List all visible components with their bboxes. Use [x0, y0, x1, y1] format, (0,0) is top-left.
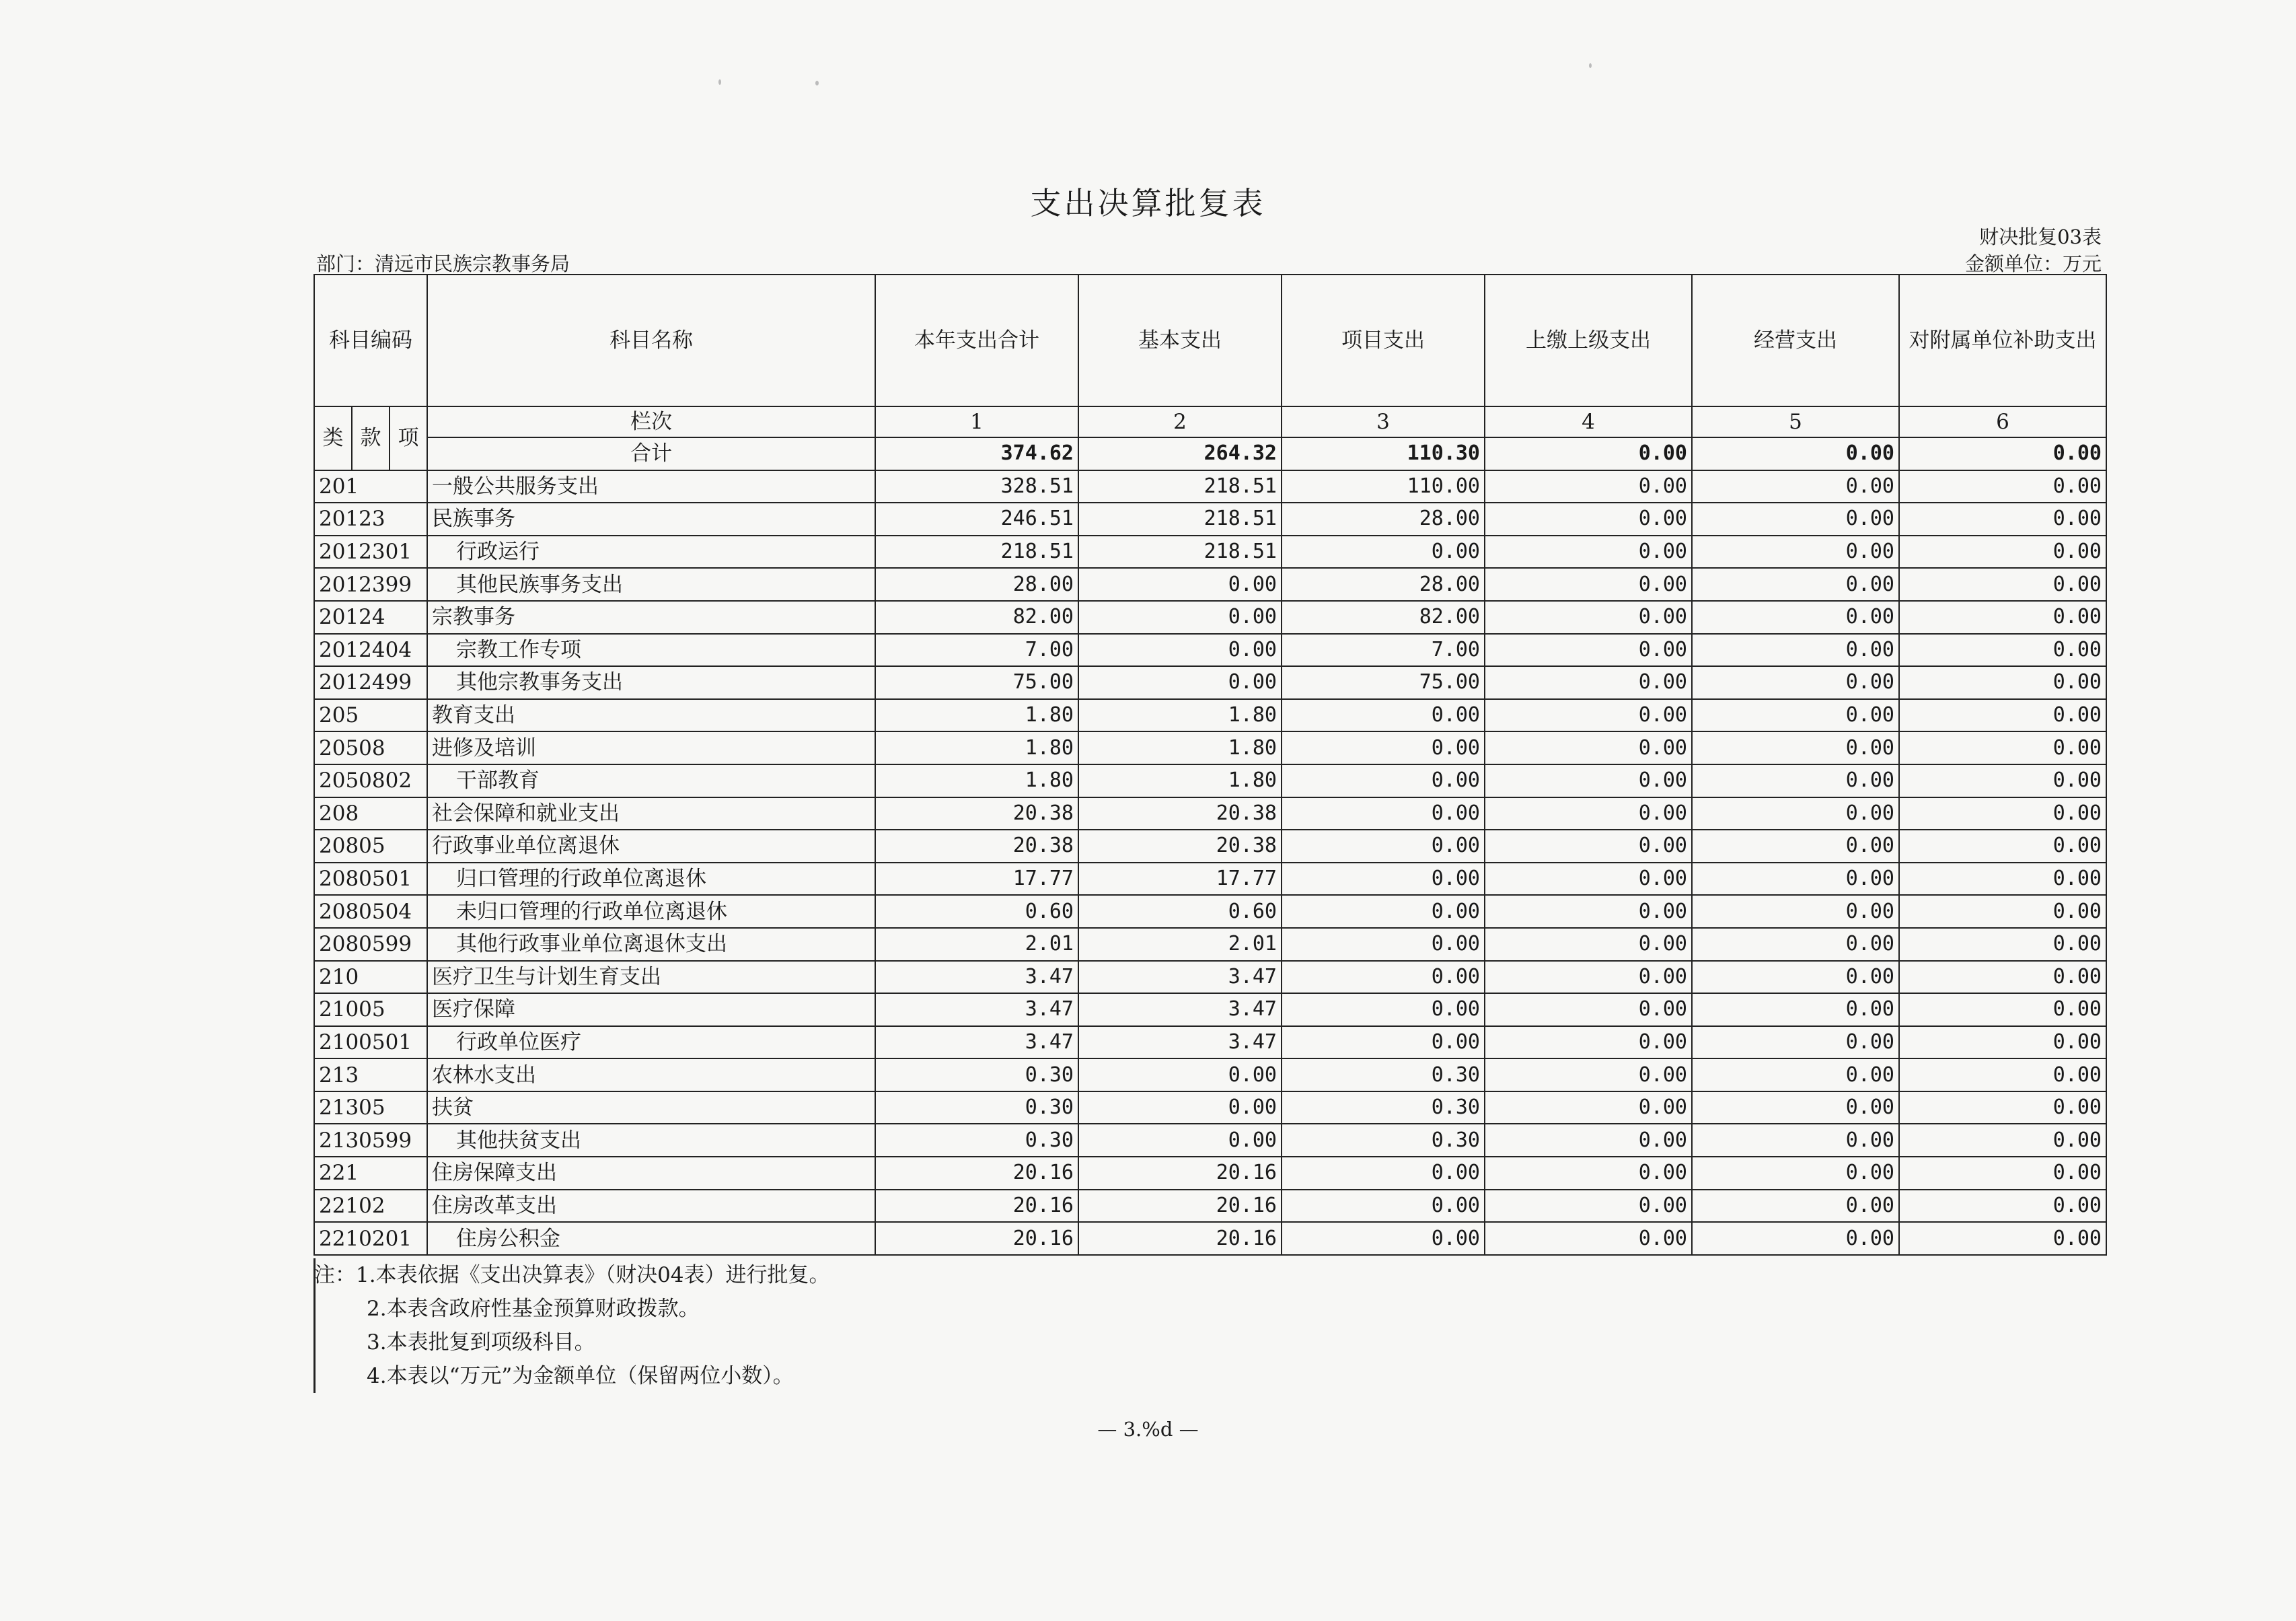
row-value: 0.00: [1282, 699, 1485, 732]
row-value: 0.00: [1485, 666, 1692, 699]
col-number: 6: [1899, 406, 2106, 437]
row-value: 1.80: [875, 699, 1078, 732]
row-value: 3.47: [1078, 1026, 1282, 1059]
row-value: 0.00: [1692, 961, 1899, 994]
row-name: 住房公积金: [427, 1222, 875, 1255]
scan-speck: [815, 81, 819, 85]
table-row: [314, 536, 2106, 569]
total-value: 264.32: [1078, 437, 1282, 470]
row-code: 20124: [314, 601, 427, 634]
row-value: 0.00: [1899, 1026, 2106, 1059]
row-value: 0.00: [1485, 1058, 1692, 1091]
row-code: 213: [314, 1058, 427, 1091]
row-name: 行政事业单位离退休: [427, 830, 875, 863]
row-value: 3.47: [875, 961, 1078, 994]
row-value: 2.01: [1078, 928, 1282, 961]
row-value: 0.00: [1282, 1157, 1485, 1190]
row-code: 2012499: [314, 666, 427, 699]
table-body: [314, 470, 2106, 1255]
row-code: 205: [314, 699, 427, 732]
row-value: 0.00: [1899, 993, 2106, 1026]
row-name: 未归口管理的行政单位离退休: [427, 895, 875, 928]
row-value: 0.00: [1485, 601, 1692, 634]
row-value: 0.30: [875, 1058, 1078, 1091]
row-value: 0.00: [1899, 601, 2106, 634]
row-value: 17.77: [875, 863, 1078, 896]
row-name: 医疗保障: [427, 993, 875, 1026]
row-value: 17.77: [1078, 863, 1282, 896]
row-value: 0.00: [1485, 993, 1692, 1026]
note-item: 4.本表以“万元”为金额单位（保留两位小数）。: [367, 1364, 794, 1388]
total-value: 110.30: [1282, 437, 1485, 470]
row-name: 其他行政事业单位离退休支出: [427, 928, 875, 961]
row-value: 0.00: [1899, 634, 2106, 667]
row-value: 1.80: [1078, 731, 1282, 764]
row-value: 0.00: [1899, 1190, 2106, 1223]
row-value: 110.00: [1282, 470, 1485, 503]
row-value: 0.00: [1692, 634, 1899, 667]
row-value: 0.00: [1692, 1190, 1899, 1223]
row-code: 20123: [314, 503, 427, 536]
row-value: 1.80: [875, 731, 1078, 764]
row-value: 0.00: [1899, 1124, 2106, 1157]
row-code: 210: [314, 961, 427, 994]
total-label: 合计: [427, 437, 875, 470]
row-value: 0.00: [1078, 666, 1282, 699]
row-value: 3.47: [1078, 993, 1282, 1026]
row-code: 2210201: [314, 1222, 427, 1255]
row-name: 其他宗教事务支出: [427, 666, 875, 699]
row-code: 208: [314, 797, 427, 830]
page-title: 支出决算批复表: [1030, 185, 1266, 221]
row-value: 0.00: [1692, 863, 1899, 896]
col-number: 3: [1282, 406, 1485, 437]
row-name: 其他扶贫支出: [427, 1124, 875, 1157]
row-value: 0.00: [1899, 1091, 2106, 1124]
row-value: 0.00: [1485, 536, 1692, 569]
row-value: 218.51: [1078, 536, 1282, 569]
table-row: [314, 1222, 2106, 1255]
table-row: [314, 1058, 2106, 1091]
row-value: 7.00: [1282, 634, 1485, 667]
row-value: 0.00: [1692, 764, 1899, 797]
form-code: 财决批复03表: [1979, 225, 2102, 248]
row-value: 0.00: [1692, 568, 1899, 601]
table-row: [314, 830, 2106, 863]
row-value: 328.51: [875, 470, 1078, 503]
row-name: 归口管理的行政单位离退休: [427, 863, 875, 896]
table-row: [314, 699, 2106, 732]
table-row: [314, 961, 2106, 994]
row-value: 0.00: [1899, 1058, 2106, 1091]
row-value: 0.00: [1899, 797, 2106, 830]
row-code: 2100501: [314, 1026, 427, 1059]
header-col6: 对附属单位补助支出: [1899, 275, 2106, 406]
row-value: 20.16: [875, 1157, 1078, 1190]
row-value: 20.38: [1078, 830, 1282, 863]
row-value: 0.00: [1899, 1222, 2106, 1255]
row-name: 其他民族事务支出: [427, 568, 875, 601]
row-value: 20.38: [875, 830, 1078, 863]
row-code: 221: [314, 1157, 427, 1190]
table-row: [314, 764, 2106, 797]
row-code: 201: [314, 470, 427, 503]
row-value: 0.00: [1485, 1222, 1692, 1255]
row-value: 0.00: [1692, 666, 1899, 699]
row-value: 20.16: [875, 1190, 1078, 1223]
row-value: 0.00: [1485, 764, 1692, 797]
row-value: 246.51: [875, 503, 1078, 536]
row-code: 21305: [314, 1091, 427, 1124]
row-code: 2012404: [314, 634, 427, 667]
table-row: [314, 797, 2106, 830]
table-row: [314, 993, 2106, 1026]
row-name: 进修及培训: [427, 731, 875, 764]
row-code: 2050802: [314, 764, 427, 797]
amount-unit: 金额单位：万元: [1964, 252, 2102, 275]
row-value: 0.00: [1078, 1091, 1282, 1124]
row-value: 7.00: [875, 634, 1078, 667]
row-value: 0.00: [1899, 961, 2106, 994]
row-value: 20.16: [1078, 1190, 1282, 1223]
row-value: 0.00: [1899, 731, 2106, 764]
table-row: [314, 1157, 2106, 1190]
row-value: 28.00: [1282, 568, 1485, 601]
row-code: 20805: [314, 830, 427, 863]
row-value: 0.00: [1485, 1091, 1692, 1124]
row-value: 0.00: [1899, 895, 2106, 928]
row-value: 0.00: [1485, 1124, 1692, 1157]
row-value: 218.51: [1078, 503, 1282, 536]
notes-section: [313, 1258, 830, 1393]
note-item: 3.本表批复到项级科目。: [367, 1330, 595, 1355]
row-value: 3.47: [1078, 961, 1282, 994]
row-value: 0.00: [1692, 503, 1899, 536]
col-number: 5: [1692, 406, 1899, 437]
row-value: 0.00: [1899, 536, 2106, 569]
row-value: 0.00: [1078, 1058, 1282, 1091]
table-row: [314, 568, 2106, 601]
row-name: 住房保障支出: [427, 1157, 875, 1190]
row-value: 0.00: [1282, 961, 1485, 994]
table-row: [314, 666, 2106, 699]
row-value: 0.00: [1485, 634, 1692, 667]
row-value: 28.00: [1282, 503, 1485, 536]
row-value: 0.00: [1692, 536, 1899, 569]
row-name: 干部教育: [427, 764, 875, 797]
row-value: 0.00: [1078, 568, 1282, 601]
row-value: 0.00: [1485, 503, 1692, 536]
total-value: 0.00: [1899, 437, 2106, 470]
note-item: 注：1.本表依据《支出决算表》（财决04表）进行批复。: [314, 1263, 830, 1287]
header-code: 科目编码: [314, 275, 427, 406]
row-value: 0.30: [875, 1091, 1078, 1124]
row-value: 20.38: [1078, 797, 1282, 830]
row-value: 0.00: [1282, 863, 1485, 896]
row-value: 0.00: [1485, 699, 1692, 732]
row-value: 0.00: [1485, 1190, 1692, 1223]
row-value: 28.00: [875, 568, 1078, 601]
header-xiang: 项: [390, 406, 427, 470]
row-value: 0.00: [1282, 1026, 1485, 1059]
header-col5: 经营支出: [1692, 275, 1899, 406]
header-kuan: 款: [352, 406, 390, 470]
table-row: [314, 601, 2106, 634]
row-value: 0.00: [1692, 1091, 1899, 1124]
row-value: 0.00: [1485, 1157, 1692, 1190]
row-value: 0.00: [1692, 1222, 1899, 1255]
table-row: [314, 1091, 2106, 1124]
row-value: 0.00: [1692, 601, 1899, 634]
row-value: 0.00: [1899, 568, 2106, 601]
row-value: 0.00: [1282, 993, 1485, 1026]
row-code: 2080504: [314, 895, 427, 928]
row-value: 20.16: [875, 1222, 1078, 1255]
col-number: 2: [1078, 406, 1282, 437]
row-value: 0.00: [1078, 601, 1282, 634]
row-value: 0.00: [1485, 928, 1692, 961]
header-col3: 项目支出: [1282, 275, 1485, 406]
row-value: 0.00: [1282, 731, 1485, 764]
row-value: 0.00: [1282, 830, 1485, 863]
row-code: 2080501: [314, 863, 427, 896]
row-name: 社会保障和就业支出: [427, 797, 875, 830]
row-value: 0.00: [1692, 830, 1899, 863]
row-value: 0.60: [875, 895, 1078, 928]
row-value: 0.00: [1899, 1157, 2106, 1190]
row-name: 宗教工作专项: [427, 634, 875, 667]
row-value: 20.16: [1078, 1157, 1282, 1190]
row-value: 218.51: [875, 536, 1078, 569]
row-value: 0.00: [1692, 993, 1899, 1026]
row-value: 1.80: [1078, 764, 1282, 797]
row-value: 0.00: [1899, 764, 2106, 797]
row-value: 0.00: [1692, 1124, 1899, 1157]
row-value: 0.00: [1692, 699, 1899, 732]
row-code: 20508: [314, 731, 427, 764]
row-value: 1.80: [1078, 699, 1282, 732]
row-value: 0.30: [1282, 1058, 1485, 1091]
header-name: 科目名称: [427, 275, 875, 406]
row-value: 0.00: [1899, 863, 2106, 896]
table-row: [314, 863, 2106, 896]
table-row: [314, 1190, 2106, 1223]
table-row: [314, 1124, 2106, 1157]
row-name: 宗教事务: [427, 601, 875, 634]
row-value: 0.00: [1282, 1190, 1485, 1223]
col-number: 4: [1485, 406, 1692, 437]
row-value: 0.00: [1078, 1124, 1282, 1157]
row-value: 0.00: [1282, 895, 1485, 928]
row-value: 3.47: [875, 1026, 1078, 1059]
row-value: 0.00: [1692, 895, 1899, 928]
row-name: 医疗卫生与计划生育支出: [427, 961, 875, 994]
row-value: 0.00: [1692, 1058, 1899, 1091]
table-row: [314, 895, 2106, 928]
row-value: 0.00: [1899, 503, 2106, 536]
row-value: 218.51: [1078, 470, 1282, 503]
row-value: 0.00: [1485, 961, 1692, 994]
row-code: 2130599: [314, 1124, 427, 1157]
row-value: 75.00: [1282, 666, 1485, 699]
table-row: [314, 503, 2106, 536]
total-value: 0.00: [1692, 437, 1899, 470]
scan-speck: [1589, 63, 1592, 68]
row-value: 0.00: [1899, 666, 2106, 699]
row-value: 0.60: [1078, 895, 1282, 928]
row-code: 2012301: [314, 536, 427, 569]
row-value: 0.00: [1282, 797, 1485, 830]
row-value: 0.30: [1282, 1091, 1485, 1124]
row-name: 一般公共服务支出: [427, 470, 875, 503]
row-value: 0.00: [1282, 1222, 1485, 1255]
header-col1: 本年支出合计: [875, 275, 1078, 406]
total-row: [314, 437, 2106, 470]
row-value: 0.00: [1899, 470, 2106, 503]
row-value: 0.00: [1899, 830, 2106, 863]
row-value: 3.47: [875, 993, 1078, 1026]
row-value: 0.00: [1692, 1026, 1899, 1059]
note-item: 2.本表含政府性基金预算财政拨款。: [367, 1297, 700, 1321]
table-row: [314, 1026, 2106, 1059]
row-value: 0.00: [1282, 536, 1485, 569]
row-name: 住房改革支出: [427, 1190, 875, 1223]
row-value: 0.00: [1899, 699, 2106, 732]
row-value: 82.00: [875, 601, 1078, 634]
table-row: [314, 928, 2106, 961]
row-value: 0.00: [1282, 764, 1485, 797]
row-value: 82.00: [1282, 601, 1485, 634]
expenditure-table: [313, 274, 2107, 1256]
row-code: 2012399: [314, 568, 427, 601]
table-row: [314, 470, 2106, 503]
row-value: 0.00: [1485, 1026, 1692, 1059]
row-value: 0.00: [1692, 470, 1899, 503]
row-value: 0.00: [1692, 797, 1899, 830]
row-name: 民族事务: [427, 503, 875, 536]
row-value: 0.00: [1485, 863, 1692, 896]
total-value: 374.62: [875, 437, 1078, 470]
header-col4: 上缴上级支出: [1485, 275, 1692, 406]
row-value: 0.00: [1282, 928, 1485, 961]
row-value: 0.00: [1485, 568, 1692, 601]
row-value: 0.00: [1692, 928, 1899, 961]
row-value: 0.00: [1078, 634, 1282, 667]
row-value: 0.30: [1282, 1124, 1485, 1157]
table-row: [314, 634, 2106, 667]
row-value: 0.00: [1899, 928, 2106, 961]
row-name: 教育支出: [427, 699, 875, 732]
row-name: 农林水支出: [427, 1058, 875, 1091]
row-code: 21005: [314, 993, 427, 1026]
row-value: 2.01: [875, 928, 1078, 961]
row-value: 1.80: [875, 764, 1078, 797]
row-value: 0.00: [1485, 895, 1692, 928]
row-value: 0.30: [875, 1124, 1078, 1157]
total-value: 0.00: [1485, 437, 1692, 470]
row-code: 2080599: [314, 928, 427, 961]
row-value: 0.00: [1485, 731, 1692, 764]
row-value: 0.00: [1692, 731, 1899, 764]
page-number: — 3.%d —: [1097, 1418, 1199, 1441]
header-col2: 基本支出: [1078, 275, 1282, 406]
row-name: 扶贫: [427, 1091, 875, 1124]
row-value: 75.00: [875, 666, 1078, 699]
scan-speck: [718, 79, 721, 85]
col-number: 1: [875, 406, 1078, 437]
row-value: 0.00: [1485, 470, 1692, 503]
row-value: 0.00: [1485, 797, 1692, 830]
header-lei: 类: [314, 406, 352, 470]
row-code: 22102: [314, 1190, 427, 1223]
row-value: 0.00: [1692, 1157, 1899, 1190]
row-name: 行政运行: [427, 536, 875, 569]
row-value: 0.00: [1485, 830, 1692, 863]
department-label: 部门：清远市民族宗教事务局: [316, 252, 570, 275]
lanci-label: 栏次: [427, 406, 875, 437]
row-value: 20.38: [875, 797, 1078, 830]
table-row: [314, 731, 2106, 764]
row-name: 行政单位医疗: [427, 1026, 875, 1059]
row-value: 20.16: [1078, 1222, 1282, 1255]
